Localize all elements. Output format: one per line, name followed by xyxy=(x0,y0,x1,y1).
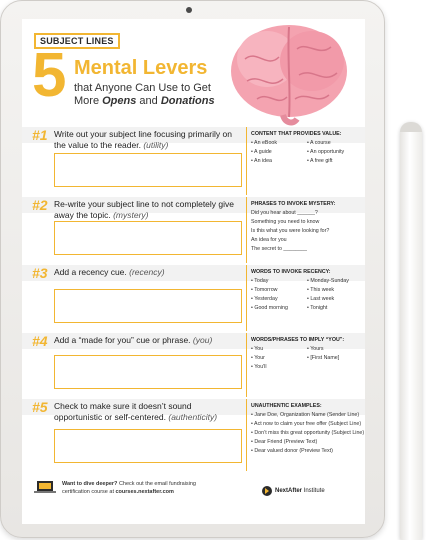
nextafter-logo-icon xyxy=(262,486,272,496)
stylus-pencil xyxy=(400,122,422,540)
list-item: • An idea xyxy=(251,158,272,164)
list-item: • A free gift xyxy=(307,158,333,164)
footer-body: Check out the email fundraising certification course at xyxy=(62,481,196,495)
side-panel xyxy=(251,131,363,164)
list-item: The secret to ________ xyxy=(251,246,307,252)
worksheet-screen xyxy=(22,19,365,524)
brain-illustration xyxy=(227,19,352,129)
laptop-icon xyxy=(34,480,56,494)
section-2 xyxy=(22,197,365,265)
subject-lines-badge: SUBJECT LINES xyxy=(34,33,120,49)
subtitle-line1: that Anyone Can Use to Get xyxy=(74,82,211,94)
footer-lead: Want to dive deeper? xyxy=(62,481,118,487)
prompt-text: Check to make sure it doesn’t sound opportunistic or self-centered. xyxy=(54,401,192,422)
subtitle-and: and xyxy=(136,95,161,107)
prompt-text: Re-write your subject line to not completely give away the topic. xyxy=(54,199,234,220)
list-item: • Tomorrow xyxy=(251,287,278,293)
section-number: #3 xyxy=(32,265,48,281)
section-number: #2 xyxy=(32,197,48,213)
list-item: • [First Name] xyxy=(307,355,340,361)
list-item: • Jane Doe, Organization Name (Sender Line) xyxy=(251,412,360,418)
prompt-text: Write out your subject line focusing primarily on the value to the reader. xyxy=(54,129,232,150)
nextafter-logo xyxy=(262,486,325,496)
list-item: • You xyxy=(251,346,264,352)
logo-light: Institute xyxy=(302,488,325,494)
answer-box-1[interactable] xyxy=(54,153,242,187)
logo-text xyxy=(275,488,325,494)
list-item: • Don’t miss this great opportunity (Subject Line) xyxy=(251,430,365,436)
list-item: • Dear Friend (Preview Text) xyxy=(251,439,318,445)
page-title: Mental Levers xyxy=(74,57,208,79)
section-3 xyxy=(22,265,365,333)
side-panel xyxy=(251,403,363,457)
side-title: UNAUTHENTIC EXAMPLES: xyxy=(251,403,322,409)
prompt-tag: (authenticity) xyxy=(168,412,218,422)
subtitle-opens: Opens xyxy=(102,95,137,107)
prompt-tag: (recency) xyxy=(129,267,165,277)
list-item: • A course xyxy=(307,140,331,146)
list-item: Is this what you were looking for? xyxy=(251,228,330,234)
divider-line xyxy=(246,333,247,397)
list-item: • Good morning xyxy=(251,305,288,311)
list-item: • Monday-Sunday xyxy=(307,278,349,284)
list-item: • Yours xyxy=(307,346,324,352)
list-item: Did you hear about ______? xyxy=(251,210,318,216)
section-number: #5 xyxy=(32,399,48,415)
list-item: • This week xyxy=(307,287,335,293)
answer-box-4[interactable] xyxy=(54,355,242,389)
footer-link[interactable]: courses.nextafter.com xyxy=(115,488,174,495)
list-item: • You'll xyxy=(251,364,267,370)
side-panel xyxy=(251,337,363,370)
page-subtitle xyxy=(74,82,244,108)
divider-line xyxy=(246,197,247,263)
list-item: An idea for you xyxy=(251,237,287,243)
prompt-tag: (you) xyxy=(192,335,213,345)
section-prompt xyxy=(54,335,239,346)
list-item: • A guide xyxy=(251,149,272,155)
prompt-text: Add a “made for you” cue or phrase. xyxy=(54,335,191,345)
list-item: • Dear valued donor (Preview Text) xyxy=(251,448,333,454)
section-5 xyxy=(22,399,365,473)
subtitle-more: More xyxy=(74,95,103,107)
big-number: 5 xyxy=(32,41,67,110)
footer-text xyxy=(62,481,212,496)
side-panel xyxy=(251,269,363,311)
side-title: WORDS/PHRASES TO IMPLY “YOU”: xyxy=(251,337,345,343)
divider-line xyxy=(246,127,247,195)
list-item: • An opportunity xyxy=(307,149,345,155)
list-item: • Today xyxy=(251,278,269,284)
list-item: • Act now to claim your free offer (Subject Line) xyxy=(251,421,362,427)
side-title: CONTENT THAT PROVIDES VALUE: xyxy=(251,131,342,137)
section-number: #4 xyxy=(32,333,48,349)
camera-dot xyxy=(186,7,192,13)
list-item: • Tonight xyxy=(307,305,328,311)
side-title: PHRASES TO INVOKE MYSTERY: xyxy=(251,201,336,207)
list-item: • Last week xyxy=(307,296,335,302)
section-prompt xyxy=(54,267,239,278)
list-item: Something you need to know xyxy=(251,219,320,225)
list-item: • An eBook xyxy=(251,140,278,146)
section-number: #1 xyxy=(32,127,48,143)
section-1 xyxy=(22,127,365,197)
logo-bold: NextAfter xyxy=(275,488,303,494)
prompt-tag: (mystery) xyxy=(113,210,149,220)
list-item: • Your xyxy=(251,355,265,361)
section-prompt xyxy=(54,401,239,423)
answer-box-3[interactable] xyxy=(54,289,242,323)
answer-box-2[interactable] xyxy=(54,221,242,255)
answer-box-5[interactable] xyxy=(54,429,242,463)
list-item: • Yesterday xyxy=(251,296,278,302)
section-prompt xyxy=(54,129,239,151)
side-panel xyxy=(251,201,363,255)
footer xyxy=(22,474,365,524)
section-prompt xyxy=(54,199,239,221)
side-title: WORDS TO INVOKE RECENCY: xyxy=(251,269,331,275)
divider-line xyxy=(246,265,247,331)
section-4 xyxy=(22,333,365,399)
stylus-cap xyxy=(400,122,422,132)
prompt-text: Add a recency cue. xyxy=(54,267,127,277)
prompt-tag: (utility) xyxy=(143,140,169,150)
subtitle-donations: Donations xyxy=(160,95,215,107)
divider-line xyxy=(246,399,247,471)
